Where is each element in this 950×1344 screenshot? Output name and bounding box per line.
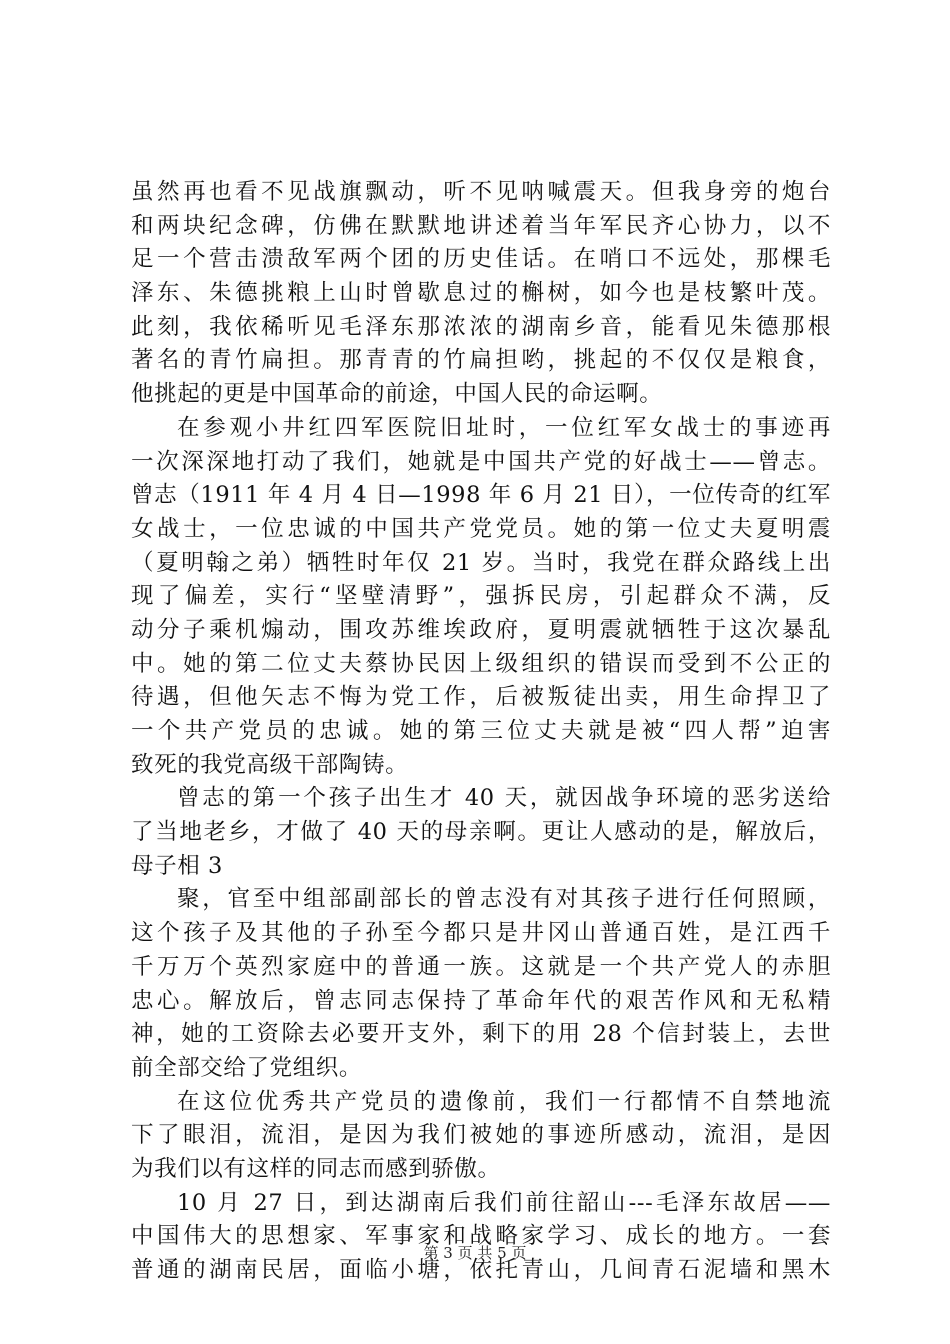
text-line: 聚，官至中组部副部长的曾志没有对其孩子进行任何照顾，: [177, 886, 831, 913]
text-line: 中。她的第二位丈夫蔡协民因上级组织的错误而受到不公正的: [131, 650, 831, 677]
text-line: （夏明翰之弟）牺牲时年仅 21 岁。当时，我党在群众路线上出: [131, 549, 831, 576]
text-line: 此刻，我依稀听见毛泽东那浓浓的湖南乡音，能看见朱德那根: [131, 313, 831, 340]
text-line: 和两块纪念碑，仿佛在默默地讲述着当年军民齐心协力，以不: [131, 212, 831, 239]
text-line: 这个孩子及其他的子孙至今都只是井冈山普通百姓，是江西千: [131, 920, 831, 947]
text-line: 虽然再也看不见战旗飘动，听不见呐喊震天。但我身旁的炮台: [131, 179, 831, 205]
text-line: 10 月 27 日，到达湖南后我们前往韶山---毛泽东故居——: [177, 1189, 831, 1216]
text-line: 了当地老乡，才做了 40 天的母亲啊。更让人感动的是，解放后，: [131, 819, 831, 846]
text-line: 待遇，但他矢志不悔为党工作，后被叛徒出卖，用生命捍卫了: [131, 684, 831, 711]
text-line: 现了偏差，实行“坚壁清野”，强拆民房，引起群众不满，反: [131, 583, 831, 610]
text-line: 泽东、朱德挑粮上山时曾歇息过的槲树，如今也是枝繁叶茂。: [131, 280, 831, 307]
text-line: 足一个营击溃敌军两个团的历史佳话。在哨口不远处，那棵毛: [131, 246, 831, 273]
text-line: 前全部交给了党组织。: [131, 1054, 363, 1081]
text-line: 神，她的工资除去必要开支外，剩下的用 28 个信封装上，去世: [131, 1021, 831, 1048]
text-line: 动分子乘机煽动，围攻苏维埃政府，夏明震就牺牲于这次暴乱: [131, 616, 831, 643]
text-line: 下了眼泪，流泪，是因为我们被她的事迹所感动，流泪，是因: [131, 1122, 831, 1149]
text-line: 母子相 3: [131, 852, 223, 879]
text-line: 为我们以有这样的同志而感到骄傲。: [131, 1155, 501, 1182]
text-line: 中国伟大的思想家、军事家和战略家学习、成长的地方。一套: [131, 1223, 831, 1250]
text-line: 女战士，一位忠诚的中国共产党党员。她的第一位丈夫夏明震: [131, 515, 831, 542]
text-line: 在这位优秀共产党员的遗像前，我们一行都情不自禁地流: [177, 1088, 831, 1115]
text-line: 在参观小井红四军医院旧址时，一位红军女战士的事迹再: [177, 414, 831, 441]
page-footer: 第 3 页 共 5 页: [423, 1244, 527, 1262]
text-line: 一次深深地打动了我们，她就是中国共产党的好战士——曾志。: [131, 448, 831, 475]
text-line: 普通的湖南民居，面临小塘，依托青山，几间青石泥墙和黑木: [131, 1257, 831, 1283]
text-line: 千万万个英烈家庭中的普通一族。这就是一个共产党人的赤胆: [131, 953, 831, 980]
text-line: 致死的我党高级干部陶铸。: [131, 751, 409, 778]
text-line: 一个共产党员的忠诚。她的第三位丈夫就是被“四人帮”迫害: [131, 718, 831, 744]
text-line: 他挑起的更是中国革命的前途，中国人民的命运啊。: [131, 381, 663, 408]
text-line: 曾志的第一个孩子出生才 40 天，就因战争环境的恶劣送给: [177, 785, 831, 812]
text-line: 著名的青竹扁担。那青青的竹扁担哟，挑起的不仅仅是粮食，: [131, 347, 831, 374]
text-line: 忠心。解放后，曾志同志保持了革命年代的艰苦作风和无私精: [131, 987, 831, 1014]
text-line: 曾志（1911 年 4 月 4 日—1998 年 6 月 21 日），一位传奇的红军: [131, 482, 831, 509]
body-text: [131, 176, 831, 1288]
